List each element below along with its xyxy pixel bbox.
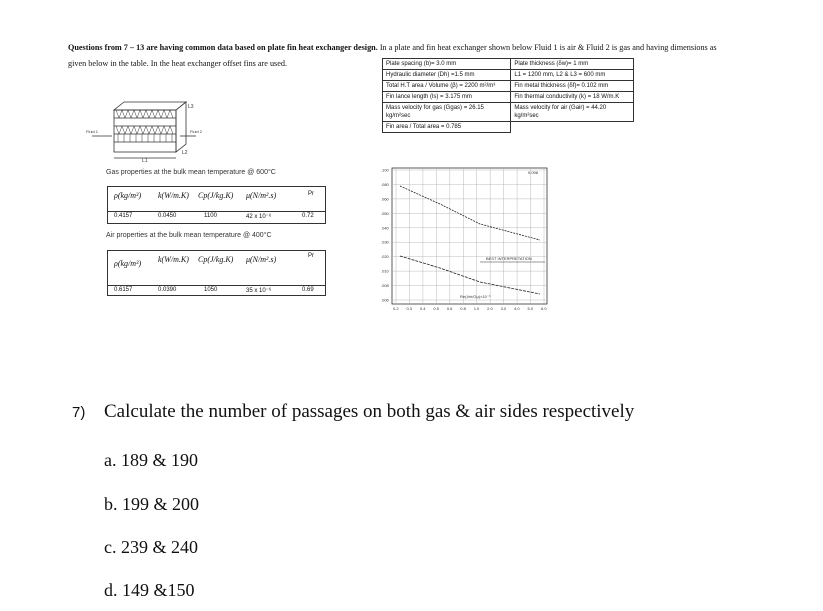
- spec-cell-empty: [511, 122, 634, 133]
- x-tick-label: 5.0: [527, 306, 534, 311]
- x-tick-label: 6.0: [541, 306, 547, 311]
- spec-cell: Fin thermal conductivity (k) = 18 W/m.K: [511, 92, 634, 103]
- l1-label: L1: [142, 158, 148, 163]
- x-tick-label: 0.4: [419, 306, 426, 311]
- spec-cell: Fin lance length (ls) = 3.175 mm: [383, 92, 511, 103]
- gas-header-mu: μ(N/m².s): [246, 191, 277, 200]
- l2-label: L2: [182, 150, 188, 156]
- gas-header-cp: Cp(J/kg.K): [198, 191, 234, 200]
- spec-cell: Total H.T area / Volume (β) = 2200 m²/m³: [383, 81, 511, 92]
- y-tick-label: .050: [381, 210, 389, 216]
- x-tick-label: 0.5: [433, 306, 439, 311]
- y-tick-label: .080: [381, 181, 389, 187]
- option-d[interactable]: d. 149 &150: [104, 580, 195, 600]
- spec-cell: Fin area / Total area = 0.785: [383, 122, 511, 133]
- gas-caption: Gas properties at the bulk mean temperature @ 600°C: [106, 169, 276, 176]
- air-value-cp: 1050: [204, 287, 218, 293]
- spec-row: [383, 59, 634, 70]
- spec-row: [383, 70, 634, 81]
- spec-cell: L1 = 1200 mm, L2 & L3 = 600 mm: [511, 70, 634, 81]
- intro-bold: Questions from 7 – 13 are having common data based on plate fin heat exchanger design.: [68, 43, 378, 52]
- air-header-mu: μ(N/m².s): [246, 255, 277, 264]
- spec-cell: Hydraulic diameter (Dh) =1.5 mm: [383, 70, 511, 81]
- x-tick-label: 2.0: [487, 306, 493, 311]
- gas-properties-table: [107, 186, 326, 224]
- l3-label: L3: [188, 104, 194, 110]
- air-value-k: 0.0390: [158, 287, 177, 293]
- y-tick-label: .100: [381, 167, 389, 173]
- spec-cell: Mass velocity for air (Gair) = 44.20 kg/m²sec: [511, 103, 634, 122]
- question-number: 7): [72, 404, 86, 421]
- spec-cell: Plate thickness (δw)= 1 mm: [511, 59, 634, 70]
- option-a[interactable]: a. 189 & 190: [104, 450, 198, 470]
- option-b[interactable]: b. 199 & 200: [104, 494, 200, 514]
- gas-value-mu: 42 x 10⁻⁶: [246, 214, 272, 220]
- y-tick-label: .060: [381, 196, 389, 202]
- x-tick-label: 1.0: [473, 306, 480, 311]
- gas-header-k: k(W/m.K): [158, 191, 189, 200]
- x-tick-label: 4.0: [514, 306, 520, 311]
- gas-header-pr: Pr: [308, 191, 314, 197]
- spec-cell: Fin metal thickness (δf)= 0.102 mm: [511, 81, 634, 92]
- x-tick-label: 3.0: [500, 306, 507, 311]
- air-properties-table: [107, 250, 326, 296]
- spec-table: [382, 58, 634, 133]
- air-header-rho: ρ(kg/m³): [114, 259, 142, 268]
- air-value-mu: 35 x 10⁻⁶: [246, 288, 272, 294]
- spec-row: [383, 92, 634, 103]
- y-tick-label: .008: [381, 283, 389, 289]
- y-tick-label: .030: [381, 239, 389, 245]
- x-tick-label: 0.2: [393, 306, 399, 311]
- best-interpretation-label: BEST INTERPRETATION: [486, 256, 532, 261]
- spec-cell: Mass velocity for gas (Ggas) = 26.15 kg/m²sec: [383, 103, 511, 122]
- air-value-rho: 0.6157: [114, 287, 133, 293]
- air-caption: Air properties at the bulk mean temperature @ 400°C: [106, 232, 272, 239]
- x-tick-label: 0.3: [406, 306, 413, 311]
- correlation-chart: [380, 164, 550, 314]
- spec-cell: Plate spacing (b)= 3.0 mm: [383, 59, 511, 70]
- re-axis-label: Re(4rh/Gμ)×10⁻³: [460, 294, 491, 299]
- option-c[interactable]: c. 239 & 240: [104, 537, 198, 557]
- fluid2-label: Fluid 2: [190, 129, 203, 134]
- heat-exchanger-figure: [84, 88, 214, 163]
- spec-row: [383, 122, 634, 133]
- spec-row: [383, 81, 634, 92]
- y-tick-label: .040: [381, 225, 389, 231]
- air-value-pr: 0.69: [302, 287, 314, 293]
- air-header-pr: Pr: [308, 253, 314, 259]
- y-tick-label: .020: [381, 254, 389, 260]
- x-tick-label: 0.6: [446, 306, 453, 311]
- spec-row: [383, 103, 634, 122]
- y-tick-label: .006: [381, 297, 389, 303]
- air-header-k: k(W/m.K): [158, 255, 189, 264]
- gas-value-cp: 1100: [204, 213, 217, 219]
- gas-value-k: 0.0450: [158, 213, 177, 219]
- top-right-value: 0.098: [528, 170, 539, 175]
- intro-rest: In a plate and fin heat exchanger shown below Fluid 1 is air & Fluid 2 is gas and having dimensions as given below in the table. In the heat exchanger offset fins are used.: [68, 43, 717, 68]
- gas-value-rho: 0.4157: [114, 213, 133, 219]
- gas-value-pr: 0.72: [302, 213, 314, 219]
- y-tick-label: .010: [381, 268, 389, 274]
- question-text: Calculate the number of passages on both gas & air sides respectively: [104, 401, 635, 422]
- air-header-cp: Cp(J/kg.K): [198, 255, 234, 264]
- fluid1-label: Fluid 1: [86, 129, 99, 134]
- x-tick-label: 0.8: [460, 306, 466, 311]
- gas-header-rho: ρ(kg/m³): [114, 191, 142, 200]
